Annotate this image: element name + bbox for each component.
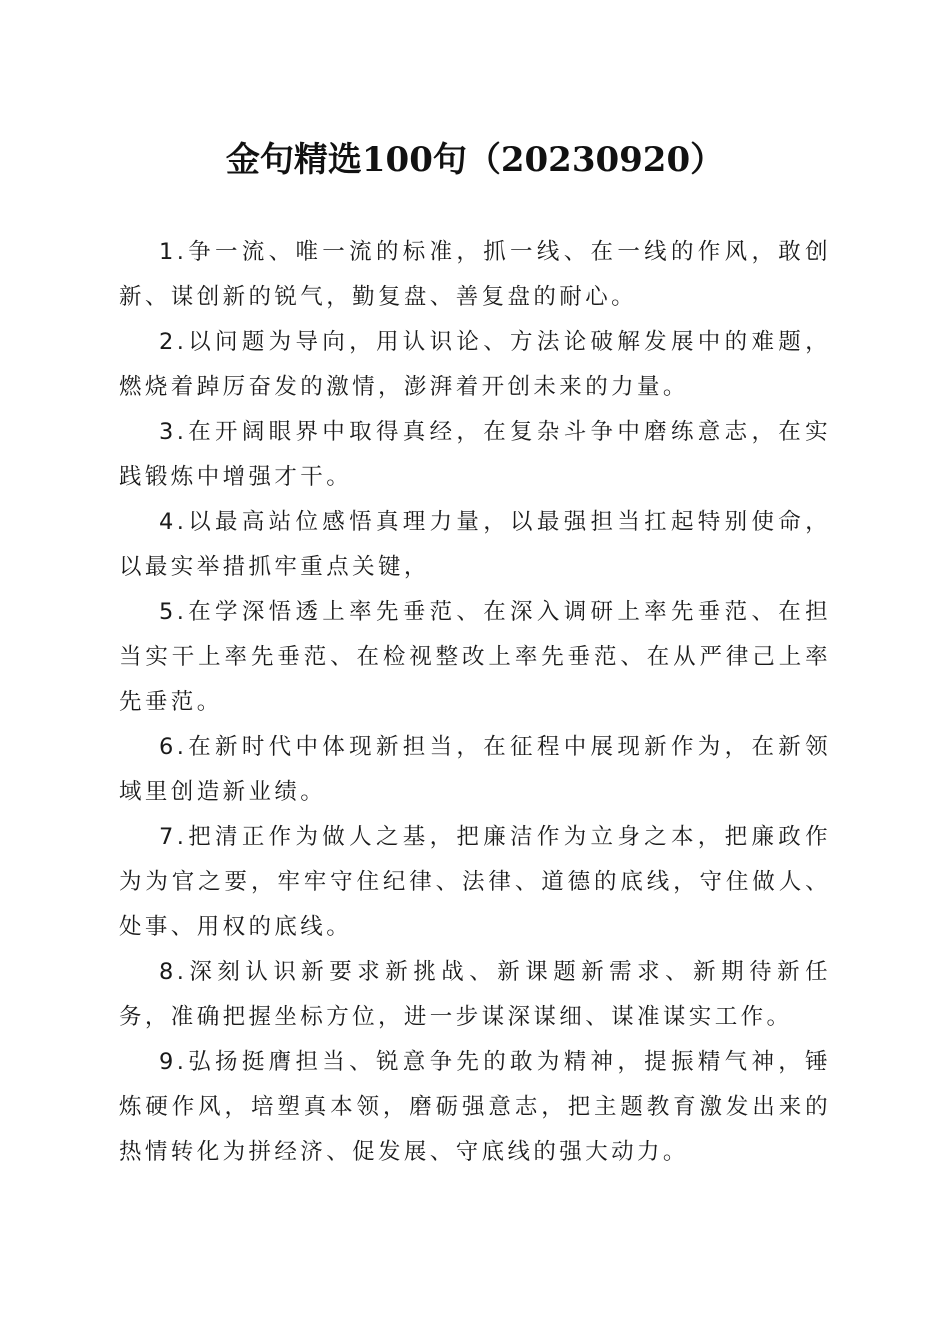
quote-item-6: 6.在新时代中体现新担当，在征程中展现新作为，在新领域里创造新业绩。 bbox=[119, 734, 831, 805]
document-body bbox=[119, 230, 831, 1175]
quote-item-2: 2.以问题为导向，用认识论、方法论破解发展中的难题，燃烧着踔厉奋发的激情，澎湃着开创未来的力量。 bbox=[119, 329, 831, 400]
quote-item-4: 4.以最高站位感悟真理力量，以最强担当扛起特别使命，以最实举措抓牢重点关键， bbox=[119, 509, 831, 580]
quote-item-3: 3.在开阔眼界中取得真经，在复杂斗争中磨练意志，在实践锻炼中增强才干。 bbox=[119, 419, 831, 490]
quote-item-9: 9.弘扬挺膺担当、锐意争先的敢为精神，提振精气神，锤炼硬作风，培塑真本领，磨砺强意志，把主题教育激发出来的热情转化为拼经济、促发展、守底线的强大动力。 bbox=[119, 1049, 831, 1165]
quote-item-1: 1.争一流、唯一流的标准，抓一线、在一线的作风，敢创新、谋创新的锐气，勤复盘、善复盘的耐心。 bbox=[119, 239, 831, 310]
quote-item-7: 7.把清正作为做人之基，把廉洁作为立身之本，把廉政作为为官之要，牢牢守住纪律、法律、道德的底线，守住做人、处事、用权的底线。 bbox=[119, 824, 831, 940]
document-title: 金句精选100句（20230920） bbox=[225, 140, 725, 180]
quote-item-5: 5.在学深悟透上率先垂范、在深入调研上率先垂范、在担当实干上率先垂范、在检视整改上率先垂范、在从严律己上率先垂范。 bbox=[119, 599, 831, 715]
quote-item-8: 8.深刻认识新要求新挑战、新课题新需求、新期待新任务，准确把握坐标方位，进一步谋深谋细、谋准谋实工作。 bbox=[119, 959, 831, 1030]
